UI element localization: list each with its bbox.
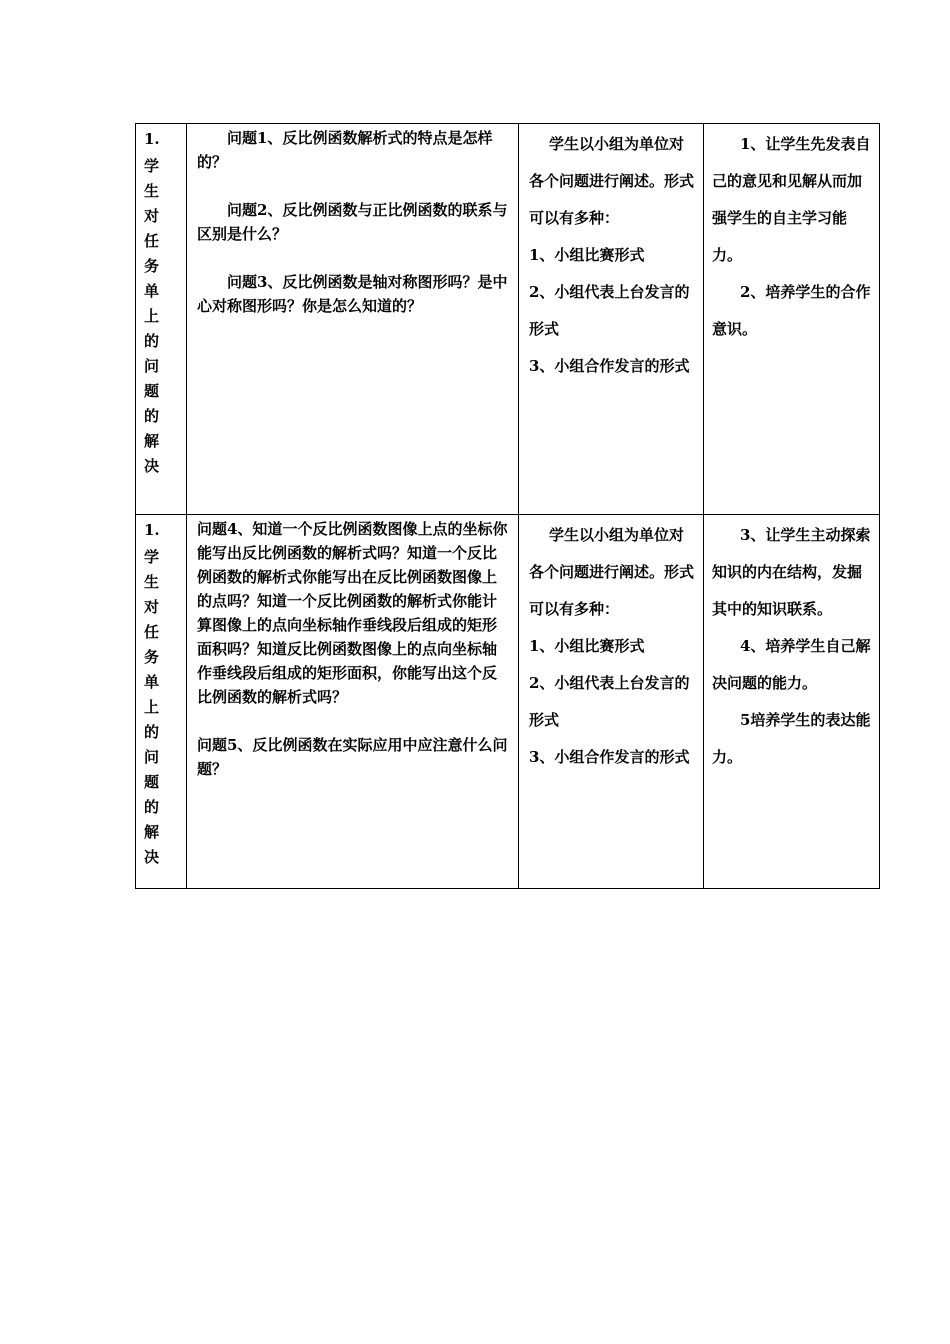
purpose-cell — [704, 124, 880, 515]
step-cell — [136, 515, 187, 889]
step-title: 学生对任务单上的问题的解决 — [144, 157, 160, 475]
purpose-1: 1、让学生先发表自己的意见和见解从而加强学生的自主学习能力。 — [712, 135, 871, 264]
activity-form-1: 1、小组比赛形式 — [529, 637, 645, 655]
step-cell — [136, 124, 187, 515]
purpose-cell — [704, 515, 880, 889]
activity-form-2: 2、小组代表上台发言的形式 — [529, 674, 690, 729]
purpose-4: 4、培养学生自己解决问题的能力。 — [712, 637, 871, 692]
activity-form-3: 3、小组合作发言的形式 — [529, 748, 690, 766]
purpose-2: 2、培养学生的合作意识。 — [712, 283, 871, 338]
activity-cell — [519, 515, 704, 889]
purpose-5: 5培养学生的表达能力。 — [712, 711, 871, 766]
purpose-3: 3、让学生主动探索知识的内在结构，发掘其中的知识联系。 — [712, 526, 871, 618]
table-row — [136, 124, 880, 515]
step-number: 1. — [144, 521, 160, 539]
question-3: 问题3、反比例函数是轴对称图形吗？是中心对称图形吗？你是怎么知道的？ — [197, 273, 508, 315]
activity-form-3: 3、小组合作发言的形式 — [529, 357, 690, 375]
lesson-plan-table — [135, 123, 880, 889]
table-row — [136, 515, 880, 889]
activity-cell — [519, 124, 704, 515]
question-5: 问题5、反比例函数在实际应用中应注意什么问题？ — [197, 736, 508, 778]
question-1: 问题1、反比例函数解析式的特点是怎样的？ — [197, 129, 493, 171]
questions-cell — [187, 515, 519, 889]
activity-form-2: 2、小组代表上台发言的形式 — [529, 283, 690, 338]
question-4: 问题4、知道一个反比例函数图像上点的坐标你能写出反比例函数的解析式吗？知道一个反比例函数的解析式你能写出在反比例函数图像上的点吗？知道一个反比例函数的解析式你能计算图像上的点向坐标轴作垂线段后组成的矩形面积吗？知道反比例函数图像上的点向坐标轴作垂线段后组成的矩形面积，你能写出这个反比例函数的解析式吗？ — [197, 520, 508, 706]
step-title: 学生对任务单上的问题的解决 — [144, 548, 160, 866]
activity-intro: 学生以小组为单位对各个问题进行阐述。形式可以有多种： — [529, 135, 695, 227]
question-2: 问题2、反比例函数与正比例函数的联系与区别是什么？ — [197, 201, 508, 243]
activity-form-1: 1、小组比赛形式 — [529, 246, 645, 264]
step-number: 1. — [144, 130, 160, 148]
questions-cell — [187, 124, 519, 515]
activity-intro: 学生以小组为单位对各个问题进行阐述。形式可以有多种： — [529, 526, 695, 618]
